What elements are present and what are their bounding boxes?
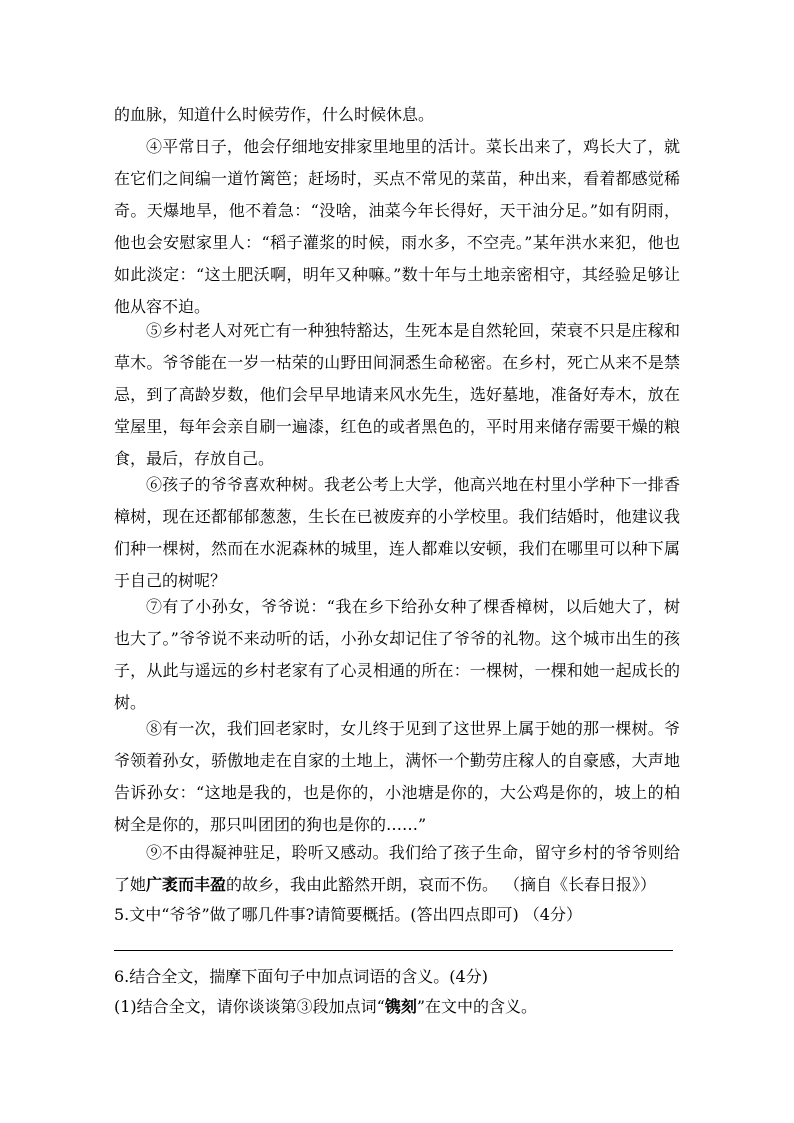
question-6-1-text-b: ”在文中的含义。 [416,997,538,1016]
question-6: 6.结合全文，揣摩下面句子中加点词语的含义。(4分) [114,967,488,986]
answer-line [114,950,673,951]
question-6-1 [114,991,680,1023]
paragraph-5: ⑤乡村老人对死亡有一种独特豁达，生死本是自然轮回，荣衰不只是庄稼和草木。爷爷能在一岁一枯荣的山野田间洞悉生命秘密。在乡村，死亡从来不是禁忌，到了高龄岁数，他们会早早地请来风水先生，选好墓地，准备好寿木，放在堂屋里，每年会亲自刷一遍漆，红色的或者黑色的，平时用来储存需要干燥的粮食，最后，存放自己。 [114,321,680,468]
paragraph-4: ④平常日子，他会仔细地安排家里地里的活计。菜长出来了，鸡长大了，就在它们之间编一道竹篱笆；赶场时，买点不常见的菜苗，种出来，看着都感觉稀奇。天爆地旱，他不着急：“没啥，油菜今年长得好，天干油分足。”如有阴雨，他也会安慰家里人：“稻子灌浆的时候，雨水多，不空壳。”某年洪水来犯，他也如此淡定：“这土肥沃啊，明年又种嘛。”数十年与土地亲密相守，其经验足够让他从容不迫。 [114,137,680,316]
paragraph-9-source: （摘自《长春日报》） [512,875,657,894]
paragraph-continued: 的血脉，知道什么时候劳作，什么时候休息。 [114,105,435,124]
question-6-1-bold-word: 镌刻 [384,997,417,1016]
paragraph-9-bold-phrase: 广袤而丰盈 [146,875,227,894]
paragraph-8: ⑧有一次，我们回老家时，女儿终于见到了这世界上属于她的那一棵树。爷爷领着孙女，骄傲地走在自家的土地上，满怀一个勤劳庄稼人的自豪感，大声地告诉孙女：“这地是我的，也是你的，小池塘是你的，大公鸡是你的，坡上的柏树全是你的，那只叫团团的狗也是你的……” [114,719,680,834]
question-6-1-text-a: (1)结合全文，请你谈谈第③段加点词“ [114,997,385,1016]
paragraph-7: ⑦有了小孙女，爷爷说：“我在乡下给孙女种了棵香樟树，以后她大了，树也大了。”爷爷说不来动听的话，小孙女却记住了爷爷的礼物。这个城市出生的孩子，从此与遥远的乡村老家有了心灵相通的所在：一棵树，一棵和她一起成长的树。 [114,597,680,712]
question-5: 5.文中“爷爷”做了哪几件事?请简要概括。(答出四点即可) （4分） [114,905,582,924]
paragraph-9 [114,837,680,901]
paragraph-9-text-a: ⑨不由得凝神驻足，聆听又感动。我们给了孩子生命，留守乡村的爷爷则给了她 [114,843,680,894]
paragraph-9-text-b: 的故乡，我由此豁然开朗，哀而不伤。 [226,875,499,894]
paragraph-6: ⑥孩子的爷爷喜欢种树。我老公考上大学，他高兴地在村里小学种下一排香樟树，现在还都郁郁葱葱，生长在已被废弃的小学校里。我们结婚时，他建议我们种一棵树，然而在水泥森林的城里，连人都难以安顿，我们在哪里可以种下属于自己的树呢？ [114,475,680,590]
